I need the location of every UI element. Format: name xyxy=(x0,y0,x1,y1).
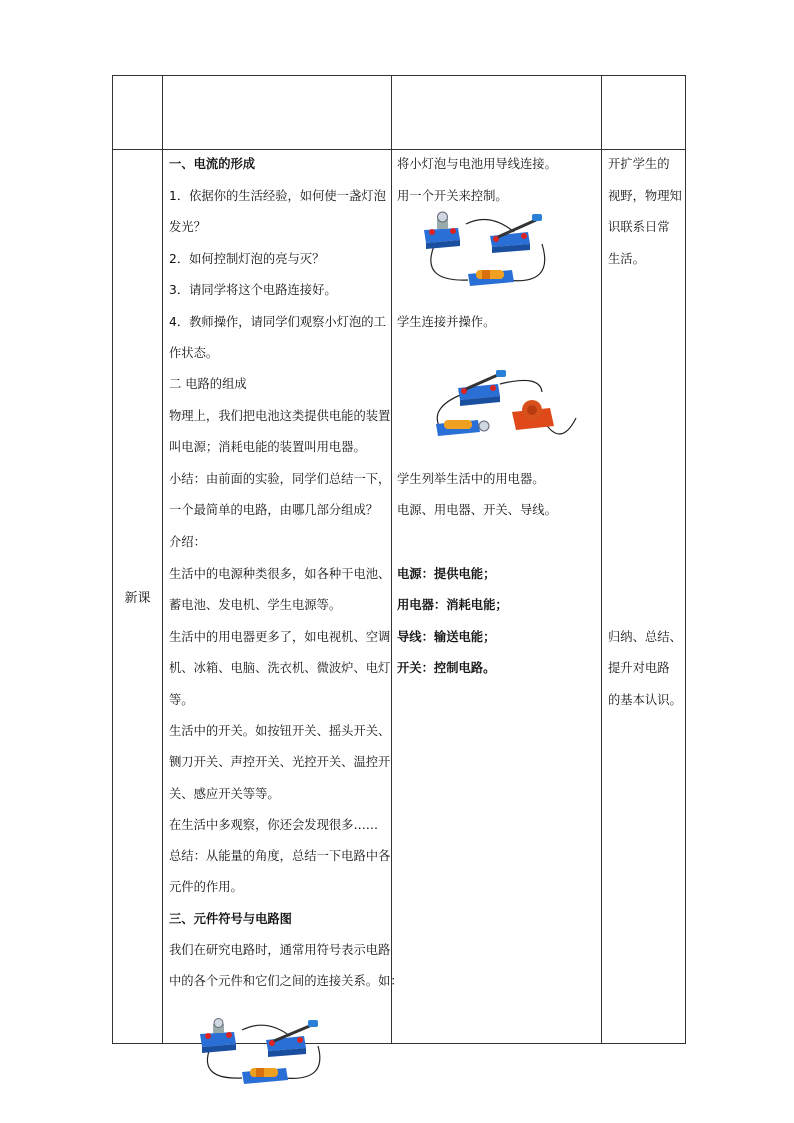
teacher-activity-cell xyxy=(163,150,403,1044)
diagram-intro-line-2: 中的各个元件和它们之间的连接关系。如： xyxy=(169,974,403,988)
header-cell-3 xyxy=(392,76,602,150)
diagram-intro-line-1: 我们在研究电路时，通常用符号表示电路 xyxy=(169,943,391,957)
conclusion-line-2: 元件的作用。 xyxy=(169,880,243,894)
design-intent-cell xyxy=(602,150,686,1044)
appliances-line-2: 机、冰箱、电脑、洗衣机、微波炉、电灯 xyxy=(169,661,391,675)
observe-line: 在生活中多观察，你还会发现很多…… xyxy=(169,818,379,832)
student-step-1: 将小灯泡与电池用导线连接。 xyxy=(397,157,557,171)
role-appliance: 用电器：消耗电能； xyxy=(397,598,508,612)
lamp-switch-battery-circuit-illustration xyxy=(420,210,560,292)
summary-line-1: 小结：由前面的实验，同学们总结一下， xyxy=(169,472,391,486)
header-cell-4 xyxy=(602,76,686,150)
intent-line-4: 生活。 xyxy=(608,252,645,266)
intent-line-3: 识联系日常 xyxy=(608,220,670,234)
student-answer-components: 电源、用电器、开关、导线。 xyxy=(397,503,557,517)
role-switch: 开关：控制电路。 xyxy=(397,661,496,675)
power-sources-line-1: 生活中的电源种类很多，如各种干电池、 xyxy=(169,567,391,581)
student-step-4: 学生列举生活中的用电器。 xyxy=(397,472,545,486)
section-heading-3: 三、元件符号与电路图 xyxy=(169,912,292,926)
definition-line-2: 叫电源；消耗电能的装置叫用电器。 xyxy=(169,440,366,454)
header-row xyxy=(113,76,686,150)
intent-line-2: 视野，物理知 xyxy=(608,189,682,203)
question-3: 3．请同学将这个电路连接好。 xyxy=(169,283,337,297)
role-wire: 导线：输送电能； xyxy=(397,630,496,644)
intent-line-5: 归纳、总结、 xyxy=(608,630,682,644)
switches-line-1: 生活中的开关。如按钮开关、摇头开关、 xyxy=(169,724,391,738)
header-cell-2 xyxy=(163,76,392,150)
conclusion-line-1: 总结：从能量的角度，总结一下电路中各 xyxy=(169,849,391,863)
appliances-line-1: 生活中的用电器更多了，如电视机、空调 xyxy=(169,630,391,644)
header-cell-1 xyxy=(113,76,163,150)
intent-line-1: 开扩学生的 xyxy=(608,157,670,171)
motor-switch-battery-circuit-illustration xyxy=(430,370,580,452)
power-sources-line-2: 蓄电池、发电机、学生电源等。 xyxy=(169,598,342,612)
question-1-line-2: 发光？ xyxy=(169,220,206,234)
intent-line-6: 提升对电路 xyxy=(608,661,670,675)
question-2: 2．如何控制灯泡的亮与灭？ xyxy=(169,252,325,266)
question-4-line-2: 作状态。 xyxy=(169,346,219,360)
question-1-line-1: 1．依据你的生活经验，如何使一盏灯泡 xyxy=(169,189,386,203)
student-step-2: 用一个开关来控制。 xyxy=(397,189,508,203)
student-activity-cell xyxy=(392,150,602,1044)
intro-label: 介绍： xyxy=(169,535,206,549)
intent-line-7: 的基本认识。 xyxy=(608,693,682,707)
lesson-plan-table xyxy=(112,75,686,1044)
section-heading-1: 一、电流的形成 xyxy=(169,157,256,171)
role-power-source: 电源：提供电能； xyxy=(397,567,496,581)
switches-line-2: 铡刀开关、声控开关、光控开关、温控开 xyxy=(169,755,391,769)
definition-line-1: 物理上，我们把电池这类提供电能的装置 xyxy=(169,409,391,423)
appliances-line-3: 等。 xyxy=(169,693,194,707)
student-step-3: 学生连接并操作。 xyxy=(397,315,496,329)
switches-line-3: 关、感应开关等等。 xyxy=(169,787,280,801)
stage-label: 新课 xyxy=(113,150,163,1044)
summary-line-2: 一个最简单的电路，由哪几部分组成？ xyxy=(169,503,379,517)
circuit-example-illustration xyxy=(196,1018,336,1088)
question-4-line-1: 4．教师操作，请同学们观察小灯泡的工 xyxy=(169,315,386,329)
section-heading-2: 二 电路的组成 xyxy=(169,377,247,391)
new-lesson-row xyxy=(113,150,686,1044)
